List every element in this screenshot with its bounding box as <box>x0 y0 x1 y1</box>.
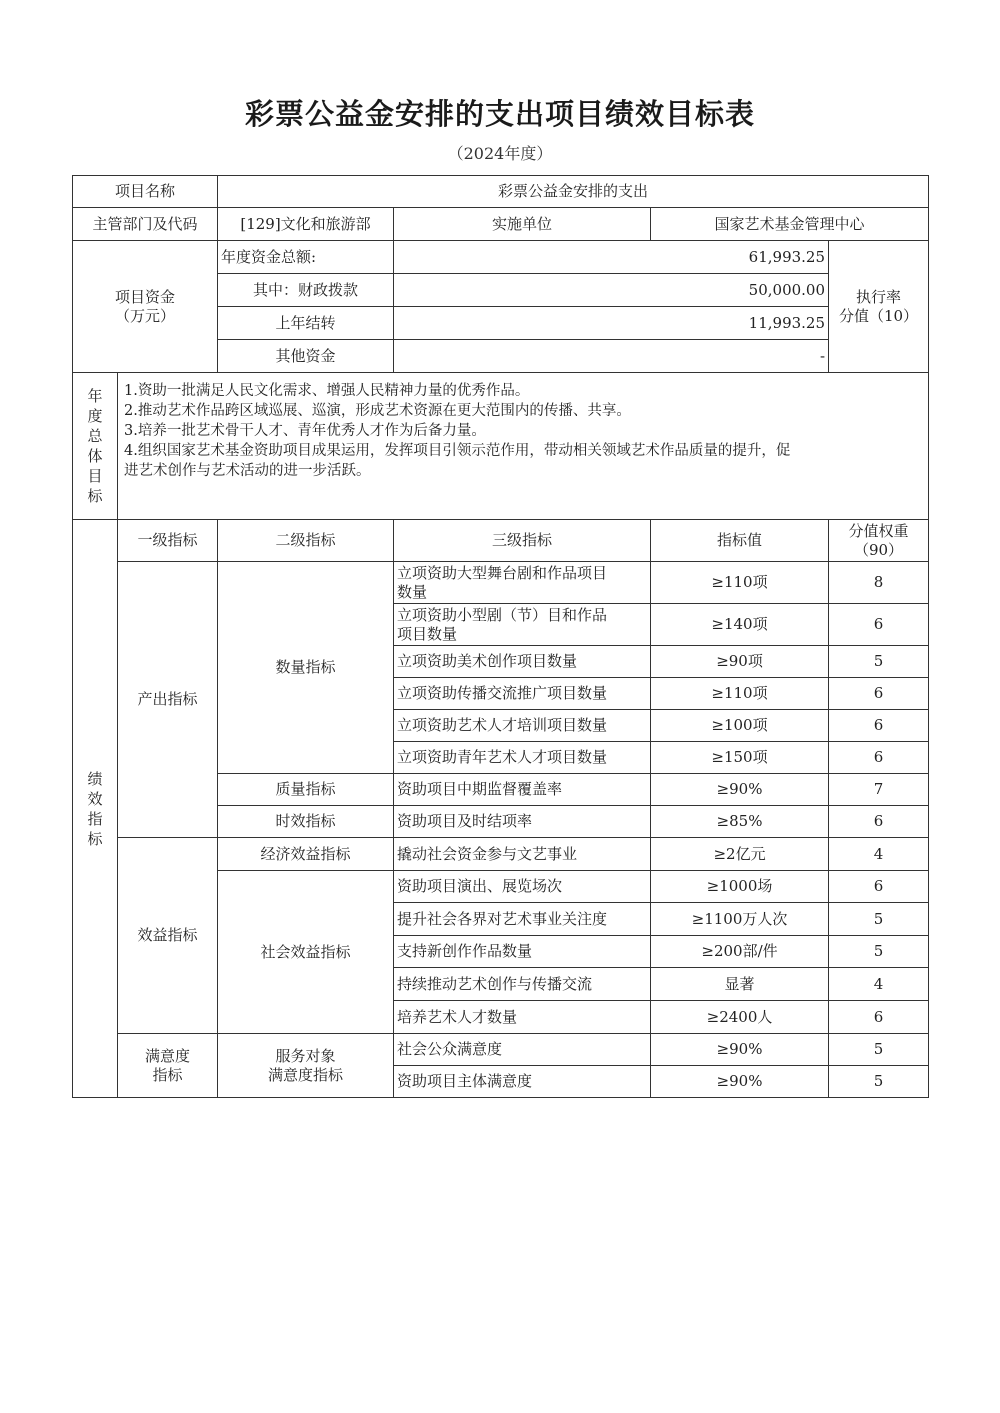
funds-other-label: 其他资金 <box>218 340 394 373</box>
project-name-label: 项目名称 <box>73 176 218 208</box>
indicator-weight: 5 <box>829 936 929 968</box>
indicator-value: ≥140项 <box>651 604 829 646</box>
header-level2: 二级指标 <box>218 520 394 562</box>
quality-indicators-label: 质量指标 <box>218 774 394 806</box>
indicator-weight: 4 <box>829 968 929 1001</box>
indicator-weight: 6 <box>829 871 929 903</box>
perf-indicators-label <box>73 520 118 1098</box>
indicator-row <box>73 562 929 604</box>
indicator-value: ≥90项 <box>651 646 829 678</box>
indicator-weight: 7 <box>829 774 929 806</box>
indicator-name: 撬动社会资金参与文艺事业 <box>394 838 651 871</box>
perf-label-char: 绩 <box>87 769 103 788</box>
indicator-name <box>394 562 651 604</box>
indicator-name: 资助项目及时结项率 <box>394 806 651 838</box>
indicator-name: 立项资助美术创作项目数量 <box>394 646 651 678</box>
execution-rate-line1: 执行率 <box>856 287 902 306</box>
funds-fiscal-label: 其中：财政拨款 <box>218 274 394 307</box>
goals-label-char: 年 <box>87 387 103 405</box>
page-title: 彩票公益金安排的支出项目绩效目标表 <box>244 97 755 131</box>
indicator-value: ≥1100万人次 <box>651 903 829 936</box>
satisfaction-indicators-label <box>118 1034 218 1098</box>
perf-label-char: 指 <box>87 809 103 828</box>
header-level1: 一级指标 <box>118 520 218 562</box>
benefit-indicators-label: 效益指标 <box>118 838 218 1034</box>
funds-carryover-label: 上年结转 <box>218 307 394 340</box>
indicator-value: ≥200部/件 <box>651 936 829 968</box>
funds-row-total <box>73 241 929 274</box>
implementing-unit-value: 国家艺术基金管理中心 <box>651 208 929 241</box>
goals-label-char: 总 <box>87 427 103 445</box>
indicator-row <box>73 1034 929 1066</box>
department-row <box>73 208 929 241</box>
indicator-value: ≥90% <box>651 1066 829 1098</box>
indicator-value: ≥1000场 <box>651 871 829 903</box>
indicator-value: 显著 <box>651 968 829 1001</box>
indicator-name: 立项资助青年艺术人才项目数量 <box>394 742 651 774</box>
goal-line: 进艺术创作与艺术活动的进一步活跃。 <box>124 463 371 479</box>
indicator-name: 支持新创作作品数量 <box>394 936 651 968</box>
indicator-name: 提升社会各界对艺术事业关注度 <box>394 903 651 936</box>
indicator-weight: 5 <box>829 646 929 678</box>
department-value: [129]文化和旅游部 <box>218 208 394 241</box>
indicator-value: ≥85% <box>651 806 829 838</box>
indicator-weight: 6 <box>829 678 929 710</box>
satisfaction-label-line2: 指标 <box>152 1065 183 1084</box>
header-level3: 三级指标 <box>394 520 651 562</box>
perf-header-row <box>73 520 929 562</box>
output-indicators-label: 产出指标 <box>118 562 218 838</box>
indicator-name: 资助项目主体满意度 <box>394 1066 651 1098</box>
timeliness-indicators-label: 时效指标 <box>218 806 394 838</box>
satisfaction-label-line1: 满意度 <box>145 1046 191 1065</box>
social-indicators-label: 社会效益指标 <box>218 871 394 1034</box>
header-value: 指标值 <box>651 520 829 562</box>
indicator-name: 立项资助艺术人才培训项目数量 <box>394 710 651 742</box>
department-label: 主管部门及代码 <box>73 208 218 241</box>
indicator-weight: 5 <box>829 1066 929 1098</box>
indicator-name: 持续推动艺术创作与传播交流 <box>394 968 651 1001</box>
project-name-value: 彩票公益金安排的支出 <box>218 176 929 208</box>
goal-line: 1.资助一批满足人民文化需求、增强人民精神力量的优秀作品。 <box>124 383 530 399</box>
page-subtitle: （2024年度） <box>447 144 553 163</box>
indicator-weight: 6 <box>829 1001 929 1034</box>
goal-line: 4.组织国家艺术基金资助项目成果运用，发挥项目引领示范作用，带动相关领域艺术作品质量的提升，促 <box>124 443 791 459</box>
funds-fiscal-value: 50,000.00 <box>394 274 829 307</box>
indicator-weight: 6 <box>829 742 929 774</box>
economic-indicators-label: 经济效益指标 <box>218 838 394 871</box>
project-name-row <box>73 176 929 208</box>
header-weight-line2: （90） <box>853 540 904 559</box>
goal-line: 2.推动艺术作品跨区域巡展、巡演，形成艺术资源在更大范围内的传播、共享。 <box>124 403 631 419</box>
indicator-name: 资助项目中期监督覆盖率 <box>394 774 651 806</box>
indicator-name-line: 立项资助大型舞台剧和作品项目 <box>397 563 608 582</box>
implementing-unit-label: 实施单位 <box>394 208 651 241</box>
indicator-name: 资助项目演出、展览场次 <box>394 871 651 903</box>
indicator-name: 立项资助传播交流推广项目数量 <box>394 678 651 710</box>
indicator-value: ≥2亿元 <box>651 838 829 871</box>
indicator-value: ≥2400人 <box>651 1001 829 1034</box>
funds-label <box>73 241 218 373</box>
indicator-name-line: 项目数量 <box>397 624 458 643</box>
indicator-weight: 5 <box>829 903 929 936</box>
execution-rate-line2: 分值（10） <box>838 306 919 325</box>
funds-label-line2: （万元） <box>115 306 176 325</box>
funds-total-value: 61,993.25 <box>394 241 829 274</box>
perf-label-char: 效 <box>87 789 103 808</box>
funds-label-line1: 项目资金 <box>115 287 176 306</box>
perf-label-char: 标 <box>87 829 103 848</box>
indicator-value: ≥90% <box>651 1034 829 1066</box>
indicator-name-line: 立项资助小型剧（节）目和作品 <box>397 605 608 624</box>
goals-label-char: 标 <box>87 487 103 505</box>
funds-carryover-value: 11,993.25 <box>394 307 829 340</box>
indicator-value: ≥100项 <box>651 710 829 742</box>
service-satisfaction-label <box>218 1034 394 1098</box>
indicator-row <box>73 838 929 871</box>
performance-target-table <box>72 175 929 1098</box>
indicator-value: ≥110项 <box>651 562 829 604</box>
indicator-weight: 4 <box>829 838 929 871</box>
indicator-name <box>394 604 651 646</box>
indicator-weight: 6 <box>829 604 929 646</box>
goal-line: 3.培养一批艺术骨干人才、青年优秀人才作为后备力量。 <box>124 423 486 439</box>
funds-total-label: 年度资金总额: <box>218 241 394 274</box>
service-label-line2: 满意度指标 <box>268 1065 344 1084</box>
annual-goals-label <box>73 373 118 520</box>
indicator-name-line: 数量 <box>397 582 428 601</box>
funds-other-value: - <box>394 340 829 373</box>
indicator-weight: 8 <box>829 562 929 604</box>
indicator-weight: 6 <box>829 806 929 838</box>
header-weight-line1: 分值权重 <box>848 521 909 540</box>
indicator-value: ≥150项 <box>651 742 829 774</box>
indicator-weight: 5 <box>829 1034 929 1066</box>
goals-label-char: 目 <box>87 467 103 485</box>
quantity-indicators-label: 数量指标 <box>218 562 394 774</box>
indicator-weight: 6 <box>829 710 929 742</box>
annual-goals-text <box>118 373 929 520</box>
execution-rate-label <box>829 241 929 373</box>
service-label-line1: 服务对象 <box>275 1046 336 1065</box>
annual-goals-row <box>73 373 929 520</box>
indicator-value: ≥110项 <box>651 678 829 710</box>
indicator-value: ≥90% <box>651 774 829 806</box>
indicator-name: 培养艺术人才数量 <box>394 1001 651 1034</box>
header-weight <box>829 520 929 562</box>
goals-label-char: 体 <box>87 447 103 465</box>
indicator-name: 社会公众满意度 <box>394 1034 651 1066</box>
goals-label-char: 度 <box>87 407 103 425</box>
